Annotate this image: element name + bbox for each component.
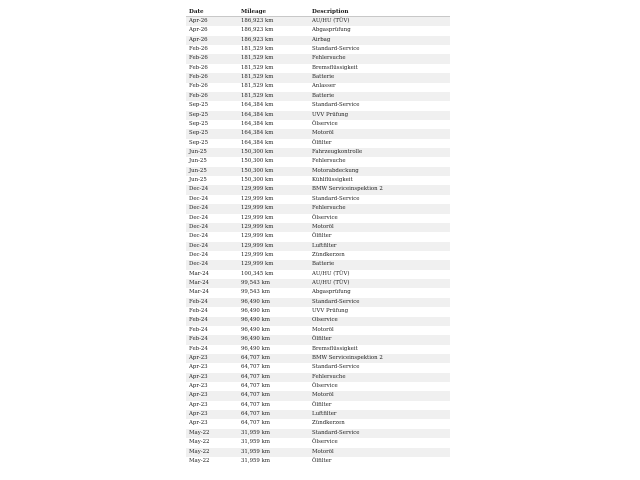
description-cell: Ölfilter: [309, 457, 450, 466]
date-cell: Sep-25: [186, 129, 238, 138]
description-cell: AU/HU (TÜV): [309, 270, 450, 279]
description-column-header: Description: [309, 7, 450, 17]
date-cell: Apr-23: [186, 410, 238, 419]
mileage-cell: 129,999 km: [238, 204, 309, 213]
date-cell: Apr-23: [186, 354, 238, 363]
description-cell: Motoröl: [309, 129, 450, 138]
description-cell: Motoröl: [309, 326, 450, 335]
description-cell: Luftfilter: [309, 242, 450, 251]
date-cell: Apr-26: [186, 17, 238, 27]
date-cell: Jun-25: [186, 157, 238, 166]
table-row: [186, 17, 450, 27]
mileage-cell: 181,529 km: [238, 54, 309, 63]
description-cell: BMW Serviceinspektion 2: [309, 185, 450, 194]
date-cell: Dec-24: [186, 232, 238, 241]
mileage-column-header: Mileage: [238, 7, 309, 17]
date-cell: Feb-24: [186, 326, 238, 335]
table-row: [186, 288, 450, 297]
date-cell: Sep-25: [186, 101, 238, 110]
table-row: [186, 457, 450, 466]
table-row: [186, 204, 450, 213]
description-cell: Fehlersuche: [309, 373, 450, 382]
mileage-cell: 150,300 km: [238, 176, 309, 185]
mileage-cell: 181,529 km: [238, 83, 309, 92]
mileage-cell: 186,923 km: [238, 17, 309, 27]
table-row: [186, 448, 450, 457]
table-row: [186, 410, 450, 419]
date-cell: Apr-26: [186, 36, 238, 45]
description-cell: Ölfilter: [309, 335, 450, 344]
mileage-cell: 64,707 km: [238, 382, 309, 391]
description-cell: Ölfilter: [309, 139, 450, 148]
table-row: [186, 64, 450, 73]
table-row: [186, 157, 450, 166]
description-cell: Kühlflüssigkeit: [309, 176, 450, 185]
date-cell: Feb-24: [186, 317, 238, 326]
description-cell: Motorabdeckung: [309, 167, 450, 176]
date-cell: Sep-25: [186, 120, 238, 129]
date-cell: Sep-25: [186, 111, 238, 120]
description-cell: BMW Serviceinspektion 2: [309, 354, 450, 363]
header-row: [186, 7, 450, 17]
description-cell: AU/HU (TÜV): [309, 17, 450, 27]
description-cell: Bremsflüssigkeit: [309, 345, 450, 354]
description-cell: Standard-Service: [309, 101, 450, 110]
table-row: [186, 36, 450, 45]
date-cell: Jun-25: [186, 167, 238, 176]
description-cell: Ölservice: [309, 317, 450, 326]
table-row: [186, 307, 450, 316]
table-row: [186, 438, 450, 447]
table-row: [186, 45, 450, 54]
table-row: [186, 101, 450, 110]
description-cell: Batterie: [309, 260, 450, 269]
table-row: [186, 111, 450, 120]
date-cell: Feb-26: [186, 54, 238, 63]
table-row: [186, 73, 450, 82]
description-cell: Standard-Service: [309, 298, 450, 307]
description-cell: Ölfilter: [309, 401, 450, 410]
description-cell: Standard-Service: [309, 195, 450, 204]
table-row: [186, 195, 450, 204]
description-cell: Ölservice: [309, 438, 450, 447]
date-cell: Apr-23: [186, 363, 238, 372]
table-row: [186, 391, 450, 400]
table-row: [186, 260, 450, 269]
date-cell: Mar-24: [186, 288, 238, 297]
description-cell: Standard-Service: [309, 363, 450, 372]
date-cell: Feb-26: [186, 45, 238, 54]
table-row: [186, 345, 450, 354]
description-cell: Airbag: [309, 36, 450, 45]
mileage-cell: 129,999 km: [238, 260, 309, 269]
mileage-cell: 150,300 km: [238, 148, 309, 157]
date-cell: Feb-24: [186, 335, 238, 344]
description-cell: Bremsflüssigkeit: [309, 64, 450, 73]
description-cell: Ölservice: [309, 382, 450, 391]
description-cell: UVV Prüfung: [309, 111, 450, 120]
table-row: [186, 120, 450, 129]
description-cell: Zündkerzen: [309, 419, 450, 428]
mileage-cell: 164,384 km: [238, 129, 309, 138]
date-cell: Apr-26: [186, 26, 238, 35]
table-row: [186, 326, 450, 335]
mileage-cell: 129,999 km: [238, 223, 309, 232]
mileage-cell: 96,490 km: [238, 345, 309, 354]
mileage-cell: 31,959 km: [238, 438, 309, 447]
mileage-cell: 181,529 km: [238, 92, 309, 101]
date-column-header: Date: [186, 7, 238, 17]
description-cell: Fehlersuche: [309, 157, 450, 166]
mileage-cell: 181,529 km: [238, 45, 309, 54]
table-header: [186, 7, 450, 17]
table-row: [186, 148, 450, 157]
mileage-cell: 99,543 km: [238, 288, 309, 297]
mileage-cell: 64,707 km: [238, 373, 309, 382]
date-cell: Dec-24: [186, 251, 238, 260]
mileage-cell: 96,490 km: [238, 335, 309, 344]
mileage-cell: 64,707 km: [238, 419, 309, 428]
description-cell: Anlasser: [309, 83, 450, 92]
table-row: [186, 298, 450, 307]
mileage-cell: 164,384 km: [238, 120, 309, 129]
mileage-cell: 96,490 km: [238, 326, 309, 335]
table-row: [186, 251, 450, 260]
date-cell: Apr-23: [186, 373, 238, 382]
date-cell: Feb-26: [186, 92, 238, 101]
mileage-cell: 186,923 km: [238, 36, 309, 45]
date-cell: Mar-24: [186, 279, 238, 288]
mileage-cell: 164,384 km: [238, 139, 309, 148]
table-row: [186, 83, 450, 92]
date-cell: Dec-24: [186, 260, 238, 269]
date-cell: Feb-26: [186, 64, 238, 73]
mileage-cell: 64,707 km: [238, 410, 309, 419]
table-row: [186, 279, 450, 288]
mileage-cell: 96,490 km: [238, 317, 309, 326]
mileage-cell: 64,707 km: [238, 354, 309, 363]
description-cell: Fehlersuche: [309, 204, 450, 213]
description-cell: Batterie: [309, 73, 450, 82]
date-cell: Feb-24: [186, 298, 238, 307]
description-cell: Ölservice: [309, 214, 450, 223]
mileage-cell: 186,923 km: [238, 26, 309, 35]
mileage-cell: 150,300 km: [238, 167, 309, 176]
mileage-cell: 129,999 km: [238, 242, 309, 251]
date-cell: Dec-24: [186, 223, 238, 232]
date-cell: Feb-24: [186, 307, 238, 316]
table-row: [186, 354, 450, 363]
table-row: [186, 214, 450, 223]
mileage-cell: 150,300 km: [238, 157, 309, 166]
description-cell: Motoröl: [309, 448, 450, 457]
table-row: [186, 129, 450, 138]
date-cell: Feb-24: [186, 345, 238, 354]
description-cell: AU/HU (TÜV): [309, 279, 450, 288]
mileage-cell: 96,490 km: [238, 307, 309, 316]
date-cell: Dec-24: [186, 195, 238, 204]
description-cell: Ölservice: [309, 120, 450, 129]
table-row: [186, 54, 450, 63]
service-history-table: [186, 7, 450, 466]
table-row: [186, 26, 450, 35]
table-row: [186, 242, 450, 251]
table-row: [186, 382, 450, 391]
description-cell: Ölfilter: [309, 232, 450, 241]
date-cell: Mar-24: [186, 270, 238, 279]
date-cell: Sep-25: [186, 139, 238, 148]
table-row: [186, 363, 450, 372]
description-cell: Luftfilter: [309, 410, 450, 419]
table-row: [186, 185, 450, 194]
date-cell: May-22: [186, 457, 238, 466]
mileage-cell: 100,345 km: [238, 270, 309, 279]
service-history: [186, 7, 450, 466]
table-row: [186, 139, 450, 148]
description-cell: Standard-Service: [309, 429, 450, 438]
mileage-cell: 31,959 km: [238, 448, 309, 457]
table-row: [186, 401, 450, 410]
date-cell: Dec-24: [186, 242, 238, 251]
table-row: [186, 373, 450, 382]
date-cell: Feb-26: [186, 73, 238, 82]
mileage-cell: 129,999 km: [238, 232, 309, 241]
date-cell: Apr-23: [186, 419, 238, 428]
description-cell: Motoröl: [309, 223, 450, 232]
date-cell: Apr-23: [186, 382, 238, 391]
mileage-cell: 96,490 km: [238, 298, 309, 307]
date-cell: Apr-23: [186, 391, 238, 400]
table-row: [186, 270, 450, 279]
mileage-cell: 64,707 km: [238, 363, 309, 372]
description-cell: Standard-Service: [309, 45, 450, 54]
description-cell: Batterie: [309, 92, 450, 101]
date-cell: May-22: [186, 448, 238, 457]
table-row: [186, 429, 450, 438]
mileage-cell: 164,384 km: [238, 111, 309, 120]
date-cell: Jun-25: [186, 148, 238, 157]
mileage-cell: 181,529 km: [238, 73, 309, 82]
mileage-cell: 64,707 km: [238, 401, 309, 410]
mileage-cell: 31,959 km: [238, 457, 309, 466]
mileage-cell: 181,529 km: [238, 64, 309, 73]
date-cell: Dec-24: [186, 185, 238, 194]
date-cell: Dec-24: [186, 204, 238, 213]
description-cell: Abgasprüfung: [309, 26, 450, 35]
date-cell: May-22: [186, 429, 238, 438]
table-row: [186, 92, 450, 101]
table-row: [186, 335, 450, 344]
description-cell: Motoröl: [309, 391, 450, 400]
date-cell: Feb-26: [186, 83, 238, 92]
mileage-cell: 129,999 km: [238, 214, 309, 223]
mileage-cell: 99,543 km: [238, 279, 309, 288]
table-row: [186, 317, 450, 326]
table-row: [186, 176, 450, 185]
date-cell: Apr-23: [186, 401, 238, 410]
table-row: [186, 232, 450, 241]
table-row: [186, 419, 450, 428]
table-row: [186, 167, 450, 176]
date-cell: Jun-25: [186, 176, 238, 185]
mileage-cell: 164,384 km: [238, 101, 309, 110]
description-cell: UVV Prüfung: [309, 307, 450, 316]
date-cell: May-22: [186, 438, 238, 447]
table-row: [186, 223, 450, 232]
mileage-cell: 129,999 km: [238, 195, 309, 204]
description-cell: Fahrzeugkontrolle: [309, 148, 450, 157]
date-cell: Dec-24: [186, 214, 238, 223]
mileage-cell: 129,999 km: [238, 251, 309, 260]
mileage-cell: 129,999 km: [238, 185, 309, 194]
mileage-cell: 31,959 km: [238, 429, 309, 438]
description-cell: Fehlersuche: [309, 54, 450, 63]
description-cell: Zündkerzen: [309, 251, 450, 260]
mileage-cell: 64,707 km: [238, 391, 309, 400]
table-body: [186, 17, 450, 467]
description-cell: Abgasprüfung: [309, 288, 450, 297]
